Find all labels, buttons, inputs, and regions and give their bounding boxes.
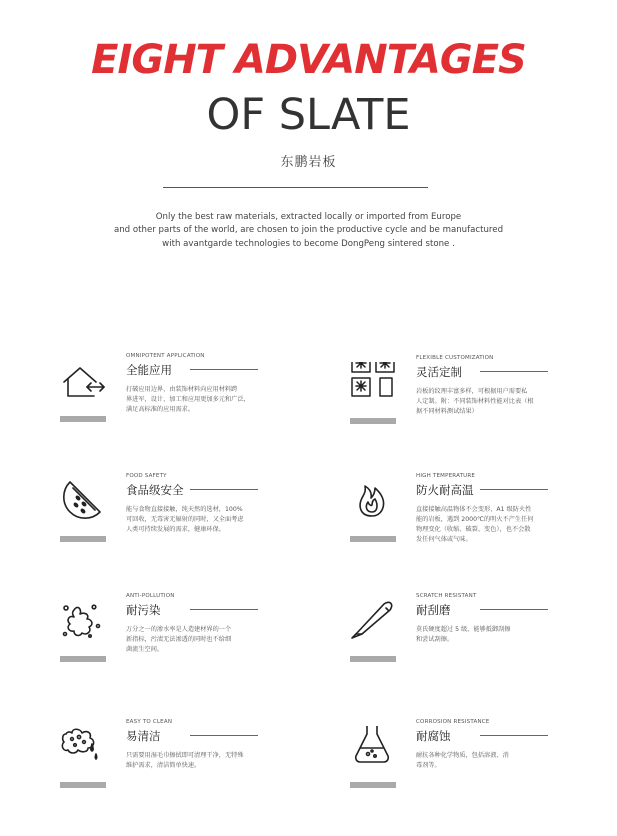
subtitle-brand: 东鹏岩板: [280, 155, 337, 170]
desc-line: 耐抗各种化学物质，包括溶液、消: [416, 752, 509, 759]
watermelon-icon: [60, 480, 110, 530]
feature-high-temperature: [350, 473, 600, 570]
desc-line: 维护需求，清洁简单快速。: [126, 762, 201, 769]
desc-line: 直接接触高温物体不会变形，A1 级防火性: [416, 506, 532, 513]
feature-omnipotent-application: [60, 353, 310, 450]
feature-bar: [350, 418, 396, 424]
intro-paragraph: [0, 211, 617, 251]
flame-icon: [350, 480, 400, 530]
feature-title: 易清洁: [126, 729, 161, 743]
desc-line: 菌流生空间。: [126, 646, 164, 653]
feature-title: 防火耐高温: [416, 483, 474, 497]
desc-line: 可回收，无毒害无辐射的同时，又全面考虑: [126, 516, 244, 523]
desc-line: 人类可持续发展的需求，健康环保。: [126, 526, 225, 533]
feature-en-label: ANTI-POLLUTION: [126, 593, 175, 599]
feature-en-label: FOOD SAFETY: [126, 473, 167, 479]
feature-scratch-resistant: [350, 593, 600, 690]
feature-en-label: OMNIPOTENT APPLICATION: [126, 353, 205, 359]
desc-line: 能的岩板，遇到 2000℃的明火不产生任何: [416, 516, 534, 523]
feature-bar: [60, 656, 106, 662]
feature-title: 全能应用: [126, 363, 172, 377]
title-divider: [163, 187, 428, 188]
feature-bar: [60, 782, 106, 788]
feature-corrosion-resistance: [350, 719, 600, 816]
feature-anti-pollution: [60, 593, 310, 690]
feature-flexible-customization: [350, 355, 600, 452]
feature-rule: [190, 489, 258, 490]
feature-description: [416, 387, 552, 417]
desc-line: 和尝试刮擦。: [416, 636, 454, 643]
feature-description: [126, 505, 262, 535]
feature-bar: [60, 536, 106, 542]
desc-line: 万分之一的渗水率是人造建材界的一个: [126, 626, 232, 633]
customization-grid-icon: [350, 362, 400, 412]
desc-line: 人定制。附：不同装饰材料性能对比表（根: [416, 398, 534, 405]
feature-rule: [190, 369, 258, 370]
feature-en-label: CORROSION RESISTANCE: [416, 719, 490, 725]
feature-bar: [60, 416, 106, 422]
title-line-1: EIGHT ADVANTAGES: [91, 37, 526, 83]
feature-en-label: HIGH TEMPERATURE: [416, 473, 476, 479]
sponge-icon: [60, 726, 110, 776]
desc-line: 只需要用湿毛巾擦拭即可清理干净，无特殊: [126, 752, 244, 759]
feature-description: [416, 751, 552, 771]
desc-line: 莫氏硬度超过 5 级，能够抵御刮擦: [416, 626, 511, 633]
title-line-2: OF SLATE: [206, 90, 411, 140]
desc-line: 物理变化（收缩、破裂、变色），也不会散: [416, 526, 531, 533]
feature-rule: [190, 735, 258, 736]
feature-bar: [350, 656, 396, 662]
feature-title: 食品级安全: [126, 483, 184, 497]
feature-bar: [350, 782, 396, 788]
intro-line: and other parts of the world, are chosen to join the productive cycle and be manufactured: [113, 225, 504, 236]
feature-en-label: EASY TO CLEAN: [126, 719, 173, 725]
feature-rule: [480, 735, 548, 736]
knife-icon: [350, 600, 400, 650]
feature-rule: [480, 609, 548, 610]
intro-line: with avantgarde technologies to become DongPeng sintered stone .: [162, 238, 455, 249]
feature-description: [416, 505, 552, 545]
feature-description: [416, 625, 552, 645]
feature-description: [126, 385, 262, 415]
feature-en-label: SCRATCH RESISTANT: [416, 593, 477, 599]
feature-food-safety: [60, 473, 310, 570]
feature-description: [126, 625, 262, 655]
desc-line: 界进军，设计、加工和应用更加多元和广泛，: [126, 396, 250, 403]
feature-bar: [350, 536, 396, 542]
flask-icon: [350, 726, 400, 776]
desc-line: 满足高标准的应用需求。: [126, 406, 195, 413]
feature-rule: [480, 371, 548, 372]
feature-title: 耐刮磨: [416, 603, 451, 617]
feature-description: [126, 751, 262, 771]
house-arrows-icon: [60, 360, 110, 410]
feature-title: 灵活定制: [416, 365, 462, 379]
desc-line: 能与食物直接接触，纯天然的选材，100%: [126, 506, 243, 513]
intro-line: Only the best raw materials, extracted locally or imported from Europe: [155, 212, 462, 222]
desc-line: 新指标，污渍无法渗透的同时也不给细: [126, 636, 232, 643]
desc-line: 据不同材料测试结果）: [416, 408, 478, 415]
feature-en-label: FLEXIBLE CUSTOMIZATION: [416, 355, 494, 361]
feature-easy-to-clean: [60, 719, 310, 816]
feature-rule: [190, 609, 258, 610]
desc-line: 毒剂等。: [416, 762, 441, 769]
desc-line: 发任何气体或气味。: [416, 536, 472, 543]
splash-icon: [60, 600, 110, 650]
desc-line: 打破应用边界，由装饰材料向应用材料跨: [126, 386, 238, 393]
feature-rule: [480, 489, 548, 490]
feature-title: 耐腐蚀: [416, 729, 451, 743]
desc-line: 岩板的纹理丰富多样，可根据用户需要私: [416, 388, 528, 395]
feature-title: 耐污染: [126, 603, 161, 617]
